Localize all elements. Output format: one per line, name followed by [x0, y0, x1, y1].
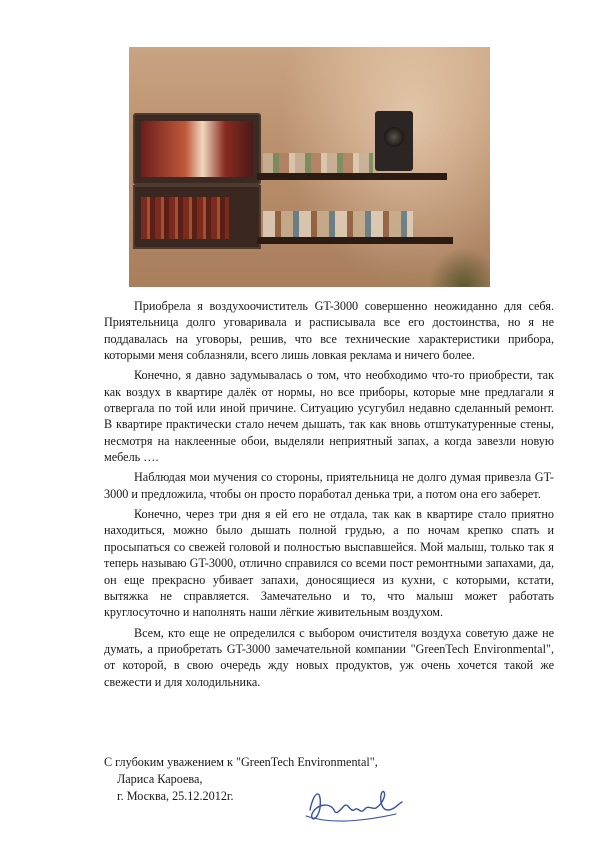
tv-screen: [141, 121, 253, 177]
place-date: г. Москва, 25.12.2012г.: [117, 789, 234, 803]
bookcase: [133, 185, 261, 249]
speaker-cone: [384, 127, 404, 147]
shelf-items-lower: [263, 211, 413, 237]
upper-shelf: [257, 173, 447, 180]
shelf-items-upper: [263, 153, 373, 173]
handwritten-signature-icon: [300, 780, 410, 830]
paragraph-5: Всем, кто еще не определился с выбором очистителя воздуха советую даже не думать, а приобретать GT-3000 замечательной компании "GreenTech Environmental", от которой, в свою очередь жду новых продуктов, уж очень хочется такой же свежести и для холодильника.: [104, 625, 554, 689]
shelf-photo: [129, 47, 490, 287]
closing-line: С глубоким уважением к "GreenTech Environmental",: [104, 755, 378, 769]
plant: [429, 247, 490, 287]
paragraph-1: Приобрела я воздухоочиститель GT-3000 совершенно неожиданно для себя. Приятельница долго уговаривала и расписывала все его достоинства, но я не поддавалась на уговоры, решив, что все технические характеристики прибора, которыми меня соблазняли, всего лишь ловкая реклама и ничего более.: [104, 299, 554, 363]
air-purifier-device: [375, 111, 413, 171]
author-name: Лариса Кароева,: [117, 772, 203, 786]
tv-set: [133, 113, 261, 185]
lower-shelf: [257, 237, 453, 244]
paragraph-4: Конечно, через три дня я ей его не отдала, так как в квартире стало приятно находиться, можно было дышать полной грудью, а по ночам крепко спать и просыпаться со свежей головой и полностью выспавшейся. Мой малыш, только так я теперь называю GT-3000, отлично справился со всеми пост ремонтными запахами, да, он еще прекрасно убивает запахи, доносящиеся из кухни, с которыми, кстати, вытяжка не справляется. Замечательно и то, что малыш может работать круглосуточно и наполнять наши лёгкие живительным воздухом.: [104, 507, 554, 620]
letter-body: [104, 298, 554, 694]
paragraph-3: Наблюдая мои мучения со стороны, приятельница не долго думая привезла GT-3000 и предложила, чтобы он просто поработал денька три, а потом она его заберет.: [104, 470, 554, 501]
books: [141, 197, 229, 239]
paragraph-2: Конечно, я давно задумывалась о том, что необходимо что-то приобрести, так как воздух в квартире далёк от нормы, но все приборы, которые мне предлагали я отвергала по той или иной причине. Ситуацию усугубил недавно сделанный ремонт. В квартире практически стало нечем дышать, так как вновь отштукатуренные стены, несмотря на наклеенные обои, выделяли неприятный запах, а когда завезли новую мебель ….: [104, 368, 554, 465]
